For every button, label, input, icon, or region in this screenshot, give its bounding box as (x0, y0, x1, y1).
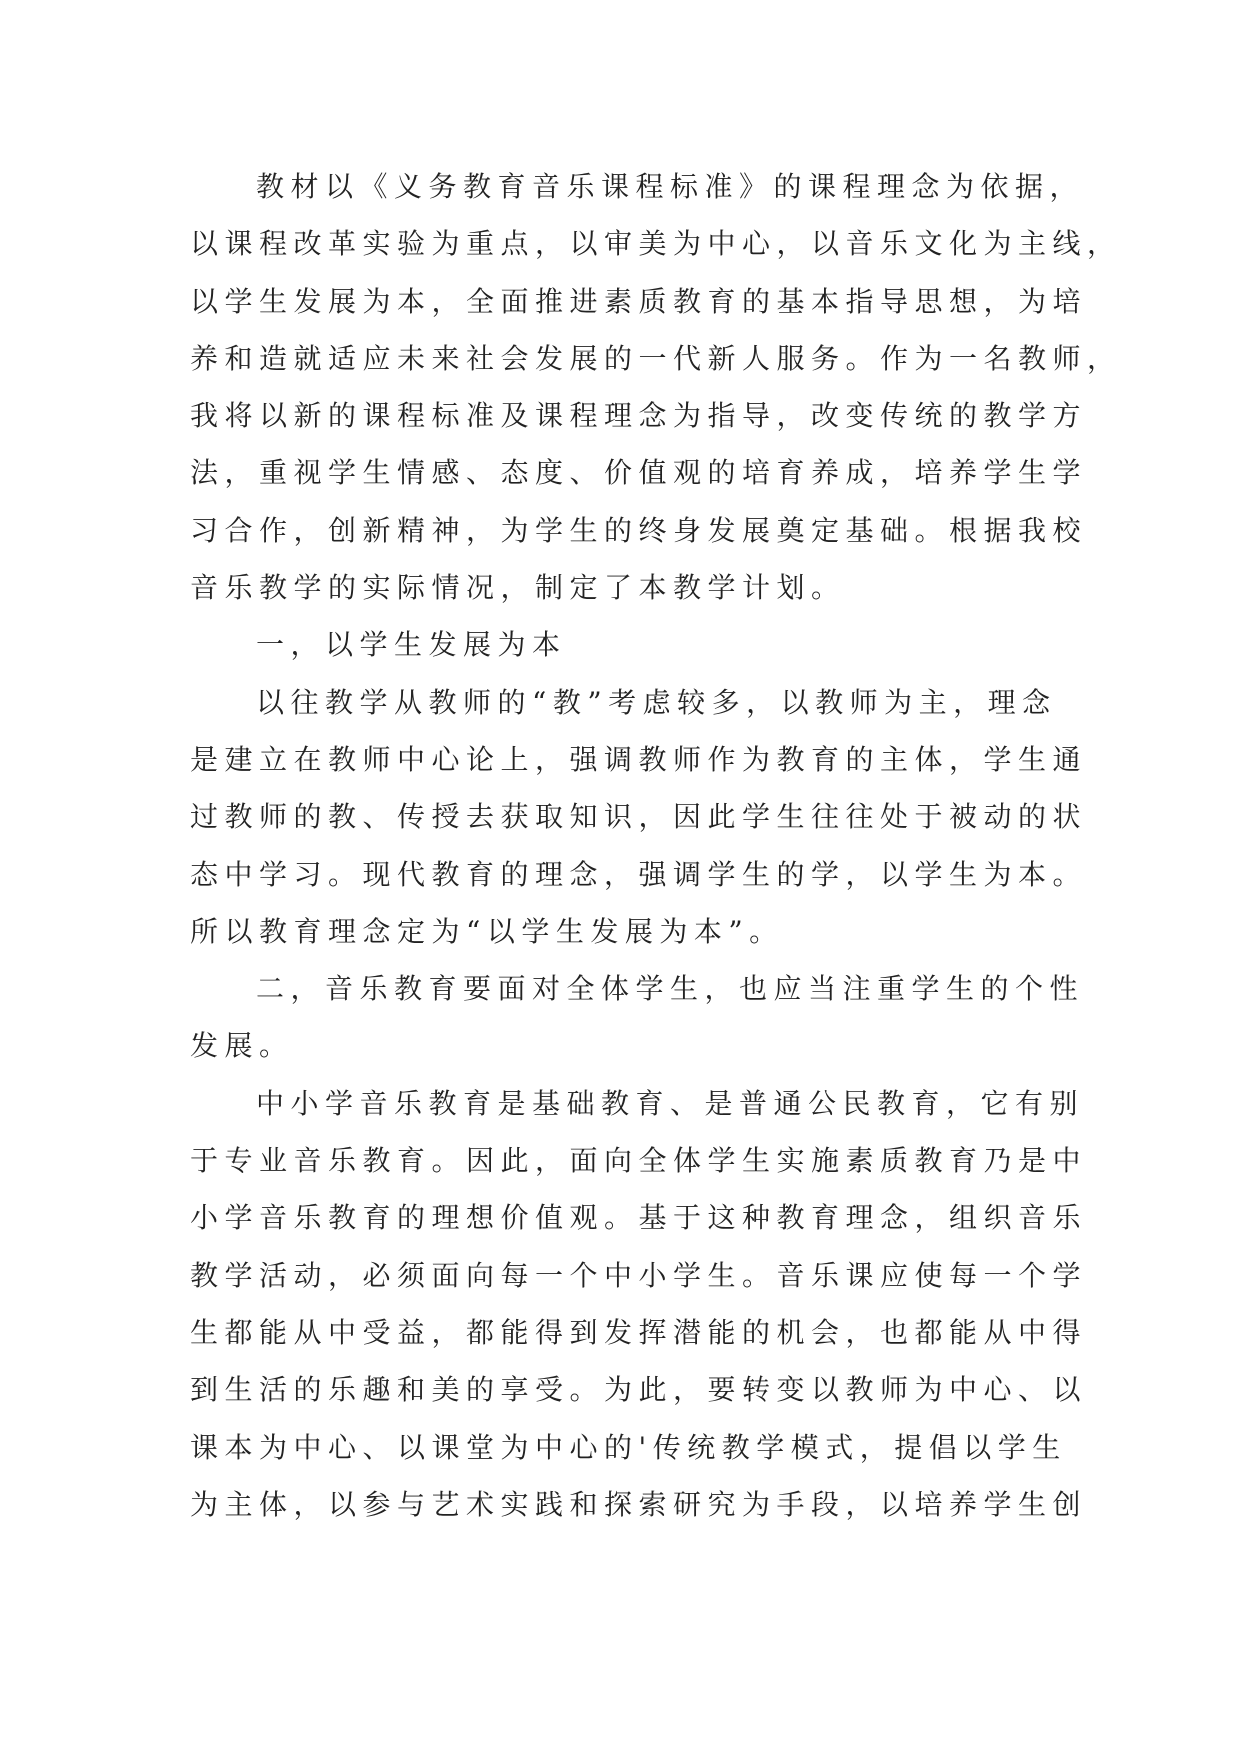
text-line: 小学音乐教育的理想价值观。基于这种教育理念，组织音乐 (190, 1201, 1088, 1235)
text-line: 教学活动，必须面向每一个中小学生。音乐课应使每一个学 (190, 1258, 1088, 1292)
text-line: 生都能从中受益，都能得到发挥潜能的机会，也都能从中得 (190, 1315, 1088, 1349)
text-line: 于专业音乐教育。因此，面向全体学生实施素质教育乃是中 (190, 1144, 1088, 1178)
text-line: 音乐教学的实际情况，制定了本教学计划。 (190, 571, 846, 605)
text-line: 以往教学从教师的“教”考虑较多，以教师为主，理念 (256, 685, 1057, 719)
text-line: 以课程改革实验为重点，以审美为中心，以音乐文化为主线， (190, 227, 1122, 261)
text-line: 课本为中心、以课堂为中心的'传统教学模式，提倡以学生 (190, 1430, 1067, 1464)
text-line: 养和造就适应未来社会发展的一代新人服务。作为一名教师， (190, 341, 1122, 375)
text-line: 态中学习。现代教育的理念，强调学生的学，以学生为本。 (190, 857, 1088, 891)
text-line: 以学生发展为本，全面推进素质教育的基本指导思想，为培 (190, 284, 1088, 318)
section-heading-2-continued: 发展。 (190, 1029, 294, 1063)
text-line: 为主体，以参与艺术实践和探索研究为手段，以培养学生创 (190, 1487, 1088, 1521)
text-line: 习合作，创新精神，为学生的终身发展奠定基础。根据我校 (190, 513, 1088, 547)
section-heading-2: 二，音乐教育要面对全体学生，也应当注重学生的个性 (256, 972, 1085, 1006)
text-line: 过教师的教、传授去获取知识，因此学生往往处于被动的状 (190, 800, 1088, 834)
text-line: 法，重视学生情感、态度、价值观的培育养成，培养学生学 (190, 456, 1088, 490)
text-line: 是建立在教师中心论上，强调教师作为教育的主体，学生通 (190, 742, 1088, 776)
section-heading-1: 一，以学生发展为本 (256, 628, 567, 662)
document-body (190, 158, 1122, 1533)
text-line: 中小学音乐教育是基础教育、是普通公民教育，它有别 (256, 1086, 1085, 1120)
text-line: 我将以新的课程标准及课程理念为指导，改变传统的教学方 (190, 399, 1088, 433)
text-line: 到生活的乐趣和美的享受。为此，要转变以教师为中心、以 (190, 1373, 1088, 1407)
text-line: 所以教育理念定为“以学生发展为本”。 (190, 914, 784, 948)
text-line: 教材以《义务教育音乐课程标准》的课程理念为依据， (256, 170, 1085, 203)
